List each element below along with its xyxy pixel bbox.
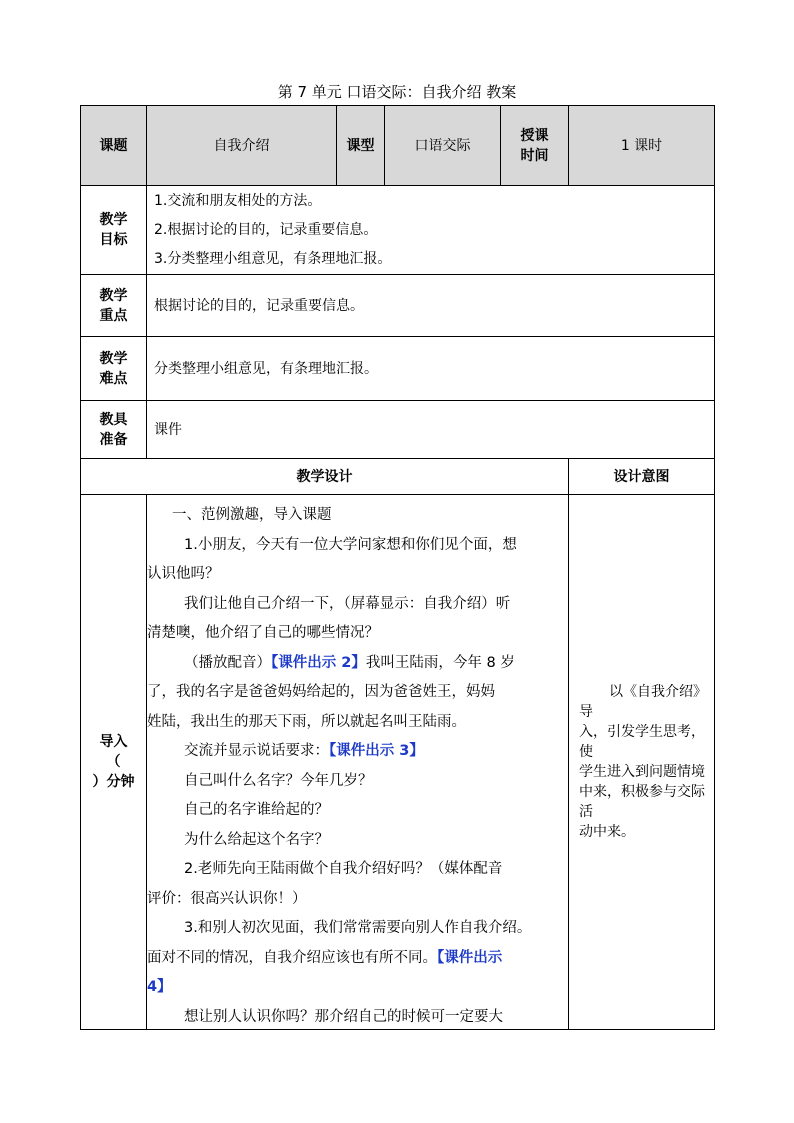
goals-list	[147, 186, 715, 275]
courseware-tag: 4】	[147, 979, 172, 995]
intent-line: 以《自我介绍》导	[579, 684, 700, 720]
paragraph-line: 1.小朋友，今天有一位大学问家想和你们见个面，想	[184, 536, 517, 553]
page-title: 第 7 单元 口语交际：自我介绍 教案	[277, 83, 517, 101]
intent-line: 动中来。	[579, 824, 635, 840]
intent-line: 中来，积极参与交际活	[579, 784, 705, 820]
paragraph-text: 我叫王陆雨，今年 8 岁	[365, 654, 515, 671]
topic-label: 课题	[81, 106, 147, 186]
stage-label	[81, 495, 147, 1030]
design-body-row	[81, 495, 715, 1030]
paragraph-text: 交流并显示说话要求：	[184, 743, 329, 759]
stage-label-line-2: （	[106, 754, 121, 770]
goals-label-line-2: 目标	[99, 232, 128, 248]
paragraph-line: 3.和别人初次见面，我们常常需要向别人作自我介绍。	[184, 920, 532, 936]
question-line: 自己叫什么名字？今年几岁？	[184, 772, 373, 789]
paragraph-line	[147, 944, 568, 974]
stage-label-line-1: 导入	[99, 734, 128, 750]
goals-label	[81, 186, 147, 275]
paragraph-line: 2.老师先向王陆雨做个自我介绍好吗？（媒体配音	[184, 861, 503, 877]
type-value: 口语交际	[385, 106, 501, 186]
goal-item: 3.分类整理小组意见，有条理地汇报。	[154, 250, 392, 267]
difficulty-value: 分类整理小组意见，有条理地汇报。	[147, 337, 715, 401]
goals-row	[81, 186, 715, 275]
type-label: 课型	[337, 106, 385, 186]
question-line: 为什么给起这个名字？	[184, 831, 329, 848]
topic-value: 自我介绍	[147, 106, 337, 186]
paragraph-line	[147, 649, 568, 679]
intent-line: 学生进入到问题情境	[579, 764, 705, 780]
stage-label-line-3: ）分钟	[92, 774, 135, 790]
intent-column-header: 设计意图	[569, 459, 715, 495]
tools-label	[81, 401, 147, 459]
tools-row	[81, 401, 715, 459]
courseware-tag: 【课件出示 3】	[329, 743, 424, 759]
tools-value: 课件	[147, 401, 715, 459]
design-intent	[569, 495, 715, 1030]
paragraph-line: 认识他吗？	[147, 566, 220, 582]
paragraph-line: 姓陆，我出生的那天下雨，所以就起名叫王陆雨。	[147, 713, 466, 730]
time-label-line-1: 授课	[520, 127, 549, 144]
goals-label-line-1: 教学	[99, 212, 128, 228]
time-label-line-2: 时间	[520, 147, 549, 164]
audio-note: （播放配音）	[184, 654, 271, 671]
difficulty-label-line-2: 难点	[99, 370, 128, 387]
difficulty-row	[81, 337, 715, 401]
focus-label-line-2: 重点	[99, 307, 128, 324]
paragraph-line: 我们让他自己介绍一下，（屏幕显示：自我介绍）听	[184, 595, 511, 612]
design-header-row	[81, 459, 715, 495]
header-row	[81, 106, 715, 186]
tools-label-line-2: 准备	[99, 431, 128, 448]
focus-label-line-1: 教学	[99, 287, 128, 304]
goal-item: 1.交流和朋友相处的方法。	[154, 192, 322, 209]
courseware-tag: 【课件出示	[437, 949, 503, 966]
focus-label	[81, 275, 147, 337]
paragraph-line: 评价：很高兴认识你！）	[147, 890, 307, 907]
time-label	[501, 106, 569, 186]
paragraph-line: 清楚噢，他介绍了自己的哪些情况？	[147, 625, 379, 641]
goal-item: 2.根据讨论的目的，记录重要信息。	[154, 221, 378, 238]
paragraph-line: 了，我的名字是爸爸妈妈给起的，因为爸爸姓王，妈妈	[147, 684, 495, 700]
focus-row	[81, 275, 715, 337]
question-line: 自己的名字谁给起的？	[184, 802, 329, 818]
tools-label-line-1: 教具	[99, 411, 128, 428]
design-column-header: 教学设计	[81, 459, 569, 495]
time-value: 1 课时	[569, 106, 715, 186]
difficulty-label	[81, 337, 147, 401]
paragraph-line	[147, 737, 568, 767]
paragraph-line: 想让别人认识你吗？那介绍自己的时候可一定要大	[184, 1008, 503, 1025]
design-content	[147, 495, 569, 1030]
focus-value: 根据讨论的目的，记录重要信息。	[147, 275, 715, 337]
courseware-tag: 【课件出示 2】	[271, 654, 366, 671]
lesson-plan-table	[80, 105, 715, 1030]
section-heading: 一、范例激趣，导入课题	[172, 507, 332, 523]
difficulty-label-line-1: 教学	[99, 350, 128, 367]
intent-line: 入，引发学生思考，使	[579, 724, 705, 760]
paragraph-text: 面对不同的情况，自我介绍应该也有所不同。	[147, 949, 437, 966]
